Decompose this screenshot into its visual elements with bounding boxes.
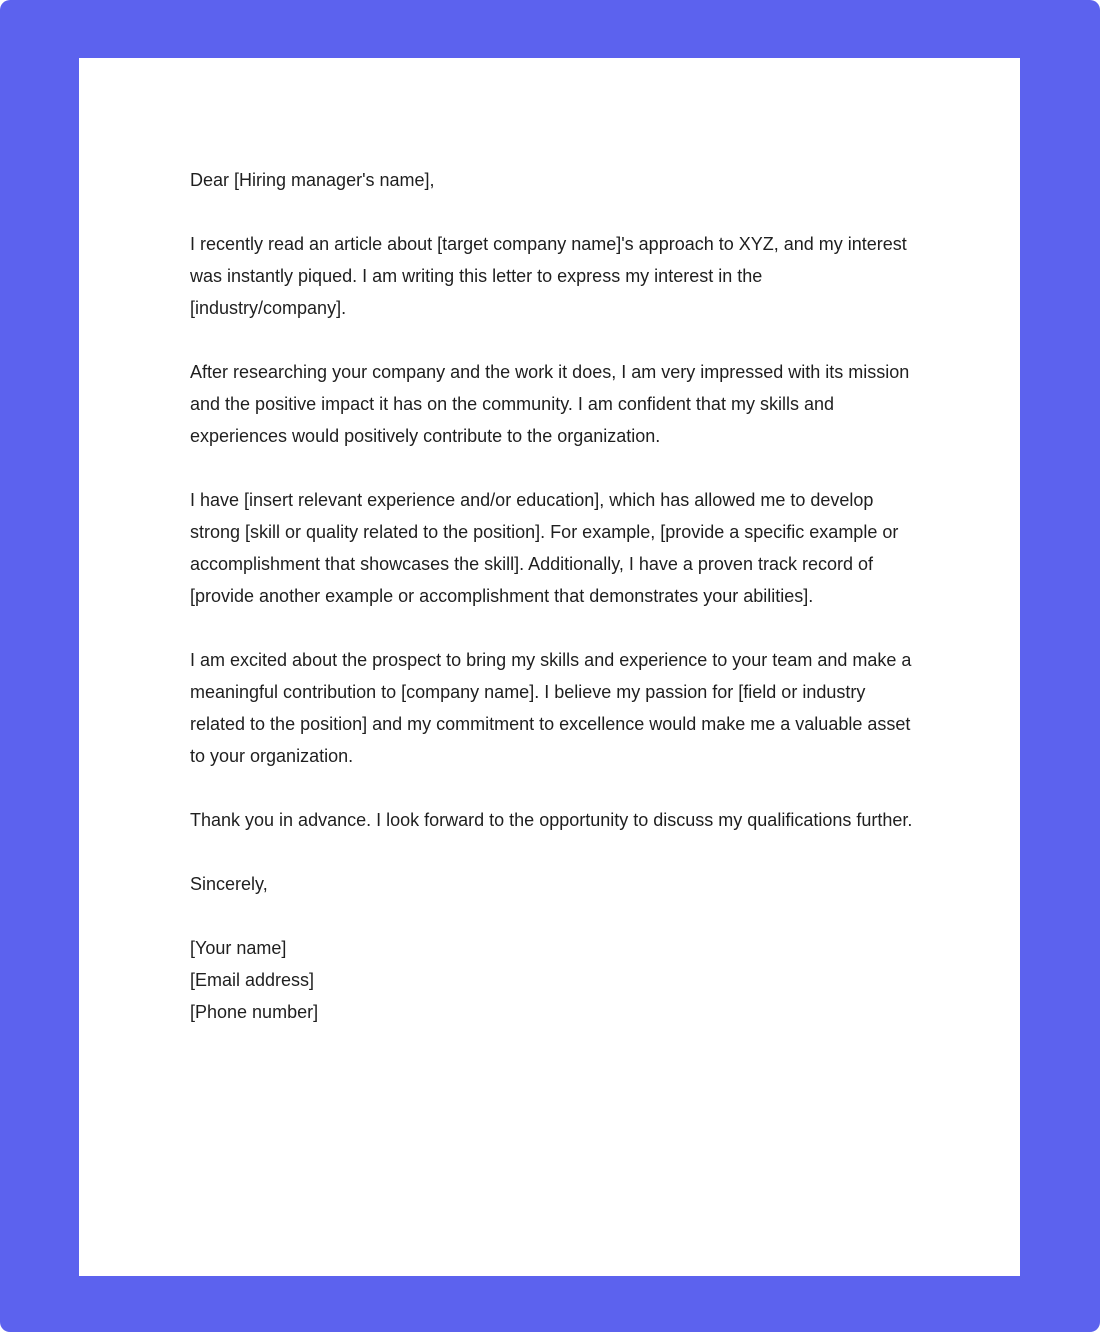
paragraph-research: After researching your company and the work it does, I am very impressed with its mission and the positive impact it has on the community. I am confident that my skills and experiences would positively contribute to the organization.	[190, 362, 910, 446]
signature-email: [Email address]	[190, 970, 315, 990]
paragraph-experience: I have [insert relevant experience and/or education], which has allowed me to develop strong [skill or quality related to the position]. For example, [provide a specific example or accomplishment that showcases the skill]. Additionally, I have a proven track record of [provide another example or accomplishment that demonstrates your abilities].	[190, 490, 899, 606]
paragraph-motivation: I am excited about the prospect to bring my skills and experience to your team and make a meaningful contribution to [company name]. I believe my passion for [field or industry related to the position] and my commitment to excellence would make me a valuable asset to your organization.	[190, 650, 912, 766]
cover-letter	[190, 164, 920, 1028]
closing: Sincerely,	[190, 874, 268, 894]
signature-phone: [Phone number]	[190, 1002, 319, 1022]
letter-page	[79, 58, 1020, 1276]
paragraph-thanks: Thank you in advance. I look forward to the opportunity to discuss my qualifications further.	[190, 810, 913, 830]
signature-name: [Your name]	[190, 938, 287, 958]
signature-block	[190, 932, 920, 1028]
paragraph-intro: I recently read an article about [target company name]'s approach to XYZ, and my interest was instantly piqued. I am writing this letter to express my interest in the [industry/company].	[190, 234, 907, 318]
salutation: Dear [Hiring manager's name],	[190, 170, 435, 190]
